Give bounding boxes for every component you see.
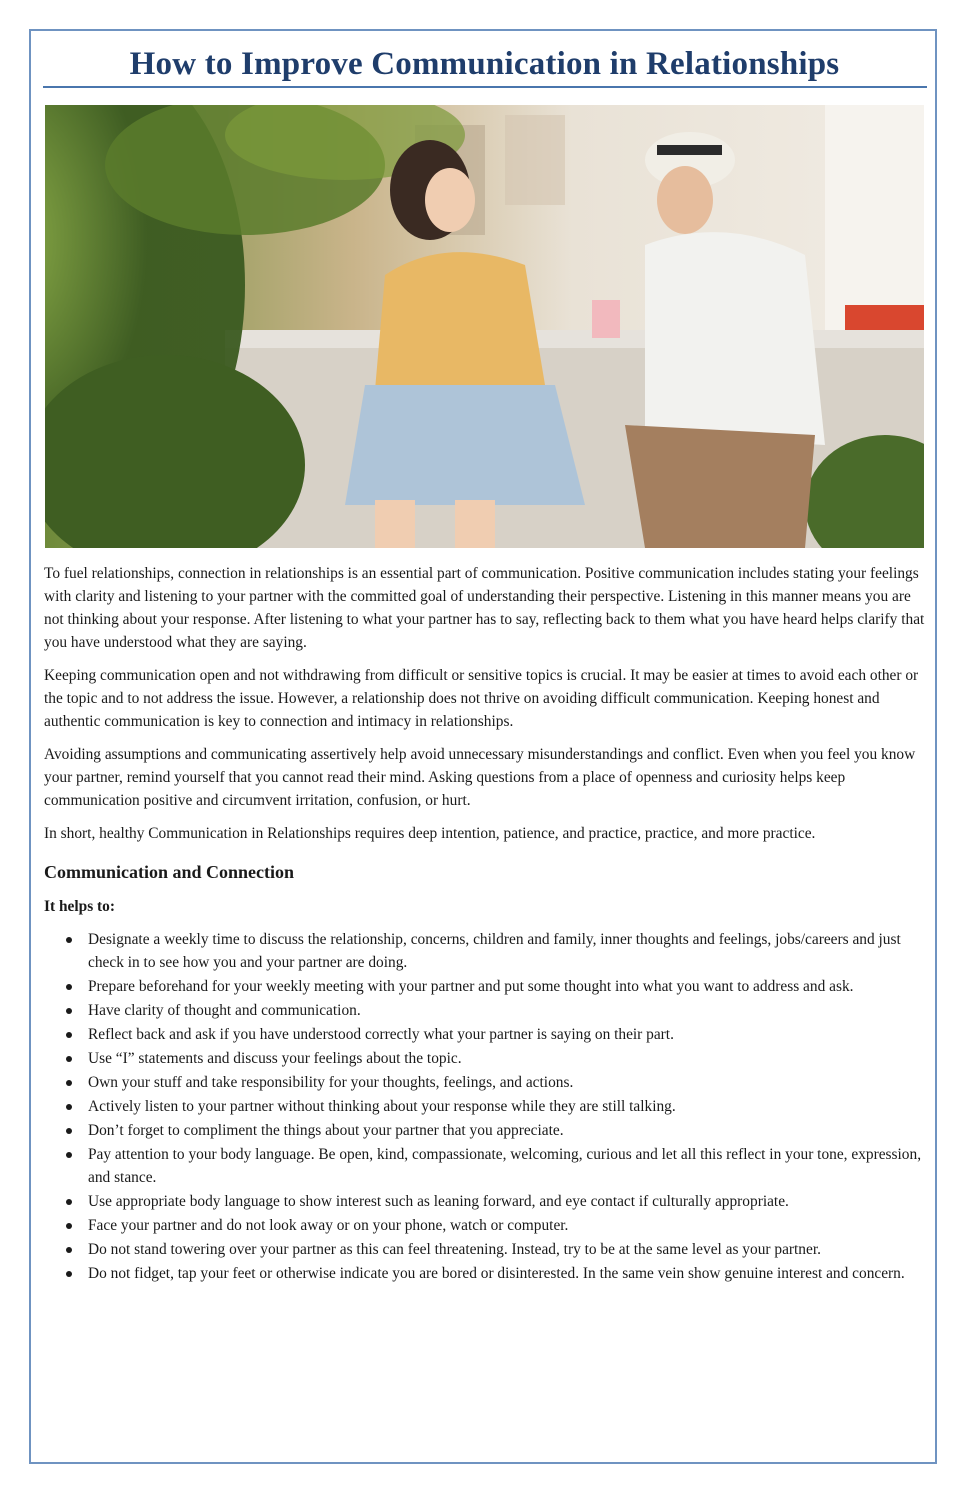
paragraph-1: To fuel relationships, connection in relationships is an essential part of communication. Positive communication includes stating your feelings with clarity and listening to your partner with the committed goal of understanding their perspective. Listening in this manner means you are not thinking about your response. After listening to what your partner has to say, reflecting back to them what you have heard helps clarify that you have understood what they are saying. <box>44 565 925 651</box>
bullet-icon <box>66 1080 72 1086</box>
list-item-text: Use “I” statements and discuss your feelings about the topic. <box>88 1050 462 1067</box>
list-item-text: Own your stuff and take responsibility for your thoughts, feelings, and actions. <box>88 1074 574 1091</box>
bullet-icon <box>66 1152 72 1158</box>
bullet-icon <box>66 984 72 990</box>
couple-photo <box>45 105 924 548</box>
bullet-icon <box>66 1056 72 1062</box>
bullet-icon <box>66 1271 72 1277</box>
article-body <box>44 562 928 1286</box>
section-heading: Communication and Connection <box>44 862 295 882</box>
list-item-text: Do not stand towering over your partner as this can feel threatening. Instead, try to be at the same level as your partner. <box>88 1241 821 1258</box>
list-item <box>44 1047 928 1070</box>
title-underline <box>43 86 927 88</box>
bullet-icon <box>66 1199 72 1205</box>
list-item <box>44 1262 928 1285</box>
page-title: How to Improve Communication in Relationships <box>129 46 840 82</box>
list-item <box>44 1190 928 1213</box>
list-item-text: Don’t forget to compliment the things about your partner that you appreciate. <box>88 1122 564 1139</box>
bullet-icon <box>66 1032 72 1038</box>
tips-list <box>44 928 928 1285</box>
list-item-text: Pay attention to your body language. Be open, kind, compassionate, welcoming, curious and let all this reflect in your tone, expression, and stance. <box>88 1146 922 1186</box>
paragraph-2: Keeping communication open and not withdrawing from difficult or sensitive topics is crucial. It may be easier at times to avoid each other or the topic and to not address the issue. However, a relationship does not thrive on avoiding difficult communication. Keeping honest and authentic communication is key to connection and intimacy in relationships. <box>44 667 919 730</box>
list-item <box>44 975 928 998</box>
section-lead: It helps to: <box>44 898 115 915</box>
list-item-text: Face your partner and do not look away or on your phone, watch or computer. <box>88 1217 569 1234</box>
list-item-text: Prepare beforehand for your weekly meeting with your partner and put some thought into what you want to address and ask. <box>88 978 854 995</box>
list-item <box>44 928 928 974</box>
list-item <box>44 1119 928 1142</box>
bullet-icon <box>66 1247 72 1253</box>
list-item <box>44 1095 928 1118</box>
list-item <box>44 999 928 1022</box>
list-item-text: Use appropriate body language to show interest such as leaning forward, and eye contact if culturally appropriate. <box>88 1193 789 1210</box>
bullet-icon <box>66 1104 72 1110</box>
list-item <box>44 1238 928 1261</box>
list-item-text: Do not fidget, tap your feet or otherwise indicate you are bored or disinterested. In the same vein show genuine interest and concern. <box>88 1265 905 1282</box>
paragraph-3: Avoiding assumptions and communicating assertively help avoid unnecessary misunderstandings and conflict. Even when you feel you know your partner, remind yourself that you cannot read their mind. Asking questions from a place of openness and curiosity helps keep communication positive and circumvent irritation, confusion, or hurt. <box>44 746 916 809</box>
bullet-icon <box>66 1008 72 1014</box>
bullet-icon <box>66 937 72 943</box>
list-item-text: Actively listen to your partner without thinking about your response while they are still talking. <box>88 1098 676 1115</box>
list-item <box>44 1023 928 1046</box>
bullet-icon <box>66 1223 72 1229</box>
bullet-icon <box>66 1128 72 1134</box>
list-item <box>44 1214 928 1237</box>
list-item-text: Reflect back and ask if you have understood correctly what your partner is saying on their part. <box>88 1026 674 1043</box>
list-item <box>44 1071 928 1094</box>
list-item-text: Designate a weekly time to discuss the relationship, concerns, children and family, inner thoughts and feelings, jobs/careers and just check in to see how you and your partner are doing. <box>88 931 901 971</box>
list-item-text: Have clarity of thought and communication. <box>88 1002 361 1019</box>
list-item <box>44 1143 928 1189</box>
paragraph-4: In short, healthy Communication in Relationships requires deep intention, patience, and practice, practice, and more practice. <box>44 825 816 842</box>
